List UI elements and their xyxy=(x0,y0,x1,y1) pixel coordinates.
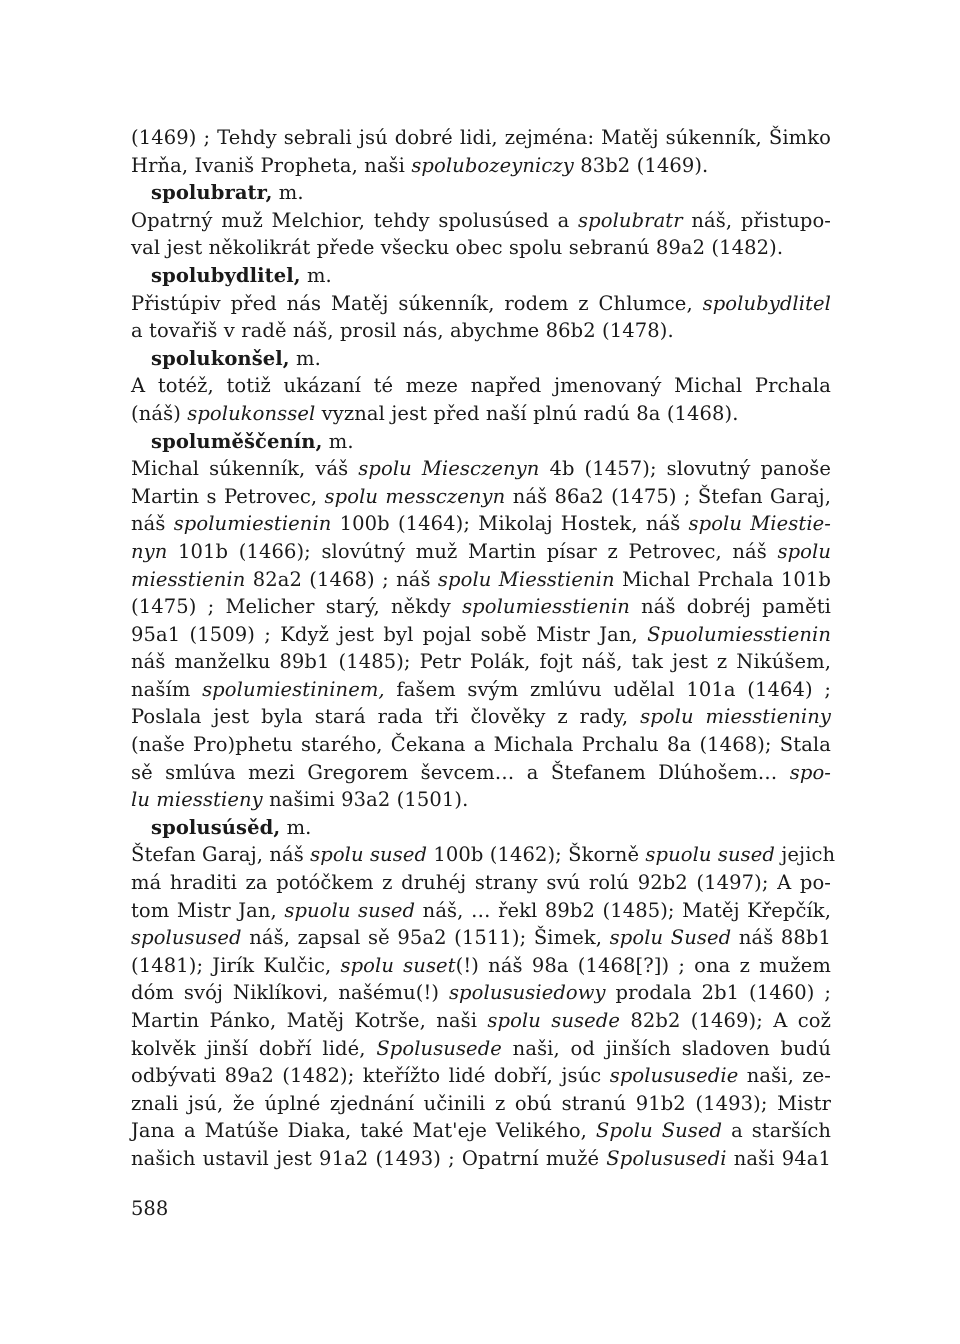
text-segment: a starších xyxy=(722,1119,832,1143)
italic-citation: spolu Miestie- xyxy=(688,512,831,536)
text-line xyxy=(131,566,831,594)
headword-term: spoluměščenín, xyxy=(151,429,323,453)
text-segment: (naše Pro)phetu starého, Čekana a Michala Prchalu 8a (1468); Stala xyxy=(131,733,831,757)
text-line xyxy=(131,1145,831,1173)
italic-citation: Spolususedi xyxy=(606,1146,727,1170)
dictionary-text xyxy=(131,124,836,1173)
text-segment: 101b (1466); slovútný muž Martin písar z Petrovec, náš xyxy=(167,539,778,563)
text-segment: naši, od jinších sladoven budú xyxy=(501,1036,831,1060)
text-segment: našimi 93a2 (1501). xyxy=(262,788,469,812)
text-segment: náš, zapsal sě 95a2 (1511); Šimek, xyxy=(241,926,610,950)
text-line xyxy=(131,979,831,1007)
text-segment: (náš) xyxy=(131,401,188,425)
text-line xyxy=(131,538,831,566)
text-segment: náš, přistupo- xyxy=(682,208,831,232)
text-segment: náš 86a2 (1475) ; Štefan Garaj, xyxy=(505,484,831,508)
text-line xyxy=(131,234,831,262)
italic-citation: spolususiedowy xyxy=(448,981,606,1005)
text-segment: Martin s Petrovec, xyxy=(131,484,325,508)
italic-citation: spolu suset xyxy=(340,953,456,977)
italic-citation: spolumiestininem, xyxy=(202,677,385,701)
text-line xyxy=(131,731,831,759)
text-segment: A totéž, totiž ukázaní té meze napřed jmenovaný Michal Prchala xyxy=(131,374,831,398)
text-segment: našich ustavil jest 91a2 (1493) ; Opatrní mužé xyxy=(131,1146,607,1170)
text-line xyxy=(131,400,831,428)
text-segment: Martin Pánko, Matěj Kotrše, naši xyxy=(131,1009,488,1032)
text-line xyxy=(131,869,831,897)
text-line xyxy=(131,372,831,400)
italic-citation: lu miesstieny xyxy=(131,788,263,812)
text-segment: 100b (1462); Škorně xyxy=(427,843,646,867)
italic-citation: nyn xyxy=(131,539,168,563)
italic-citation: Spuolumiesstienin xyxy=(647,622,831,646)
text-line xyxy=(131,290,831,318)
text-segment: vyznal jest před naší plnú radú 8a (1468). xyxy=(315,401,739,425)
italic-citation: spolu susede xyxy=(487,1009,620,1032)
text-line xyxy=(131,703,831,731)
italic-citation: spolu Sused xyxy=(609,926,732,950)
italic-citation: spolu xyxy=(777,539,831,563)
text-segment: Opatrný muž Melchior, tehdy spolusúsed a xyxy=(131,208,579,232)
text-segment: 83b2 (1469). xyxy=(573,153,709,177)
text-segment: (1469) ; Tehdy sebrali jsú dobré lidi, zejména: Matěj súkenník, Šimko xyxy=(131,126,831,149)
text-segment: naši, ze- xyxy=(738,1064,831,1088)
text-segment: Jana a Matúše Diaka, také Mat'eje Velikého, xyxy=(131,1119,596,1143)
italic-citation: spolukonssel xyxy=(187,401,316,425)
text-segment: Michal Prchala 101b xyxy=(614,567,832,591)
text-line xyxy=(131,841,836,869)
text-segment: Přistúpiv před nás Matěj súkenník, rodem z Chlumce, xyxy=(131,291,703,315)
text-line xyxy=(131,759,831,787)
text-line xyxy=(131,207,831,235)
italic-citation: miesstienin xyxy=(131,567,246,591)
text-segment: dóm svój Niklíkovi, našému(!) xyxy=(131,981,449,1005)
text-segment: 4b (1457); slovutný panoše xyxy=(539,457,831,481)
italic-citation: Spolu Sused xyxy=(595,1119,723,1143)
italic-citation: spolusused xyxy=(131,926,242,950)
text-line xyxy=(131,455,831,483)
text-line xyxy=(131,648,831,676)
headword-line xyxy=(131,428,831,456)
text-line xyxy=(131,1035,831,1063)
text-segment: náš manželku 89b1 (1485); Petr Polák, fojt náš, tak jest z Nikúšem, xyxy=(131,650,831,674)
text-segment: Michal súkenník, váš xyxy=(131,457,359,481)
italic-citation: spolu messczenyn xyxy=(324,484,506,508)
text-segment: tom Mistr Jan, xyxy=(131,898,285,922)
text-segment: (1475) ; Melicher starý, někdy xyxy=(131,595,463,619)
text-segment: 82a2 (1468) ; náš xyxy=(245,567,438,591)
text-segment: (!) náš 98a (1468[?]) ; ona z mužem xyxy=(455,953,831,977)
text-segment: naším xyxy=(131,677,203,701)
headword-gender: m. xyxy=(280,815,312,839)
headword-line xyxy=(131,345,831,373)
text-segment: náš dobréj paměti xyxy=(629,595,831,619)
text-line xyxy=(131,317,831,345)
text-line xyxy=(131,1117,831,1145)
text-segment: náš xyxy=(131,512,174,536)
text-segment: prodala 2b1 (1460) ; xyxy=(605,981,831,1005)
text-line xyxy=(131,510,831,538)
italic-citation: spolubratr xyxy=(578,208,683,232)
text-line xyxy=(131,124,831,152)
headword-gender: m. xyxy=(322,429,354,453)
italic-citation: spolususedie xyxy=(609,1064,739,1088)
headword-line xyxy=(131,262,831,290)
text-line xyxy=(131,483,831,511)
text-segment: 82b2 (1469); A což xyxy=(620,1009,832,1032)
text-segment: odbývati 89a2 (1482); kteřížto lidé dobří, jsúc xyxy=(131,1064,610,1088)
headword-gender: m. xyxy=(289,346,321,370)
italic-citation: spo- xyxy=(789,760,831,784)
text-segment: a tovařiš v radě náš, prosil nás, abychme 86b2 (1478). xyxy=(131,319,674,343)
text-segment: (1481); Jirík Kulčic, xyxy=(131,953,341,977)
italic-citation: spolumiesstienin xyxy=(462,595,630,619)
text-line xyxy=(131,897,831,925)
italic-citation: spuolu sused xyxy=(284,898,416,922)
text-line xyxy=(131,786,831,814)
text-line xyxy=(131,676,831,704)
text-segment: 95a1 (1509) ; Když jest byl pojal sobě Mistr Jan, xyxy=(131,622,648,646)
text-segment: Štefan Garaj, náš xyxy=(131,843,311,867)
italic-citation: spolumiestienin xyxy=(173,512,332,536)
headword-gender: m. xyxy=(272,181,304,205)
headword-line xyxy=(131,814,831,842)
headword-gender: m. xyxy=(300,263,332,287)
italic-citation: spuolu sused xyxy=(645,843,775,867)
page-number: 588 xyxy=(131,1197,169,1220)
text-segment: sě smlúva mezi Gregorem ševcem… a Štefanem Dlúhošem… xyxy=(131,760,790,784)
italic-citation: spolu sused xyxy=(310,843,428,867)
italic-citation: spolu Miesczenyn xyxy=(358,457,540,481)
headword-term: spolukonšel, xyxy=(151,346,290,370)
italic-citation: spolubydlitel xyxy=(702,291,831,315)
text-line xyxy=(131,621,831,649)
text-line xyxy=(131,1090,831,1118)
text-line xyxy=(131,1062,831,1090)
text-segment: náš, … řekl 89b2 (1485); Matěj Křepčík, xyxy=(415,898,832,922)
text-line xyxy=(131,152,831,180)
text-segment: náš 88b1 xyxy=(731,926,831,950)
headword-term: spolubratr, xyxy=(151,181,273,205)
text-segment: Hrňa, Ivaniš Propheta, naši xyxy=(131,153,412,177)
text-segment: val jest několikrát přede všecku obec spolu sebranú 89a2 (1482). xyxy=(131,236,784,260)
text-line xyxy=(131,924,831,952)
text-line xyxy=(131,1007,831,1035)
text-segment: 100b (1464); Mikolaj Hostek, náš xyxy=(331,512,689,536)
text-segment: znali jsú, že úplné zjednání učinili z obú stranú 91b2 (1493); Mistr xyxy=(131,1091,831,1115)
text-segment: má hraditi za potóčkem z druhéj strany svú rolú 92b2 (1497); A po- xyxy=(131,871,831,895)
text-segment: kolvěk jinší dobří lidé, xyxy=(131,1036,377,1060)
italic-citation: spolubozeyniczy xyxy=(411,153,574,177)
text-line xyxy=(131,952,831,980)
italic-citation: spolu miesstieniny xyxy=(640,705,831,729)
headword-term: spolubydlitel, xyxy=(151,263,301,287)
headword-term: spolusúsěd, xyxy=(151,815,281,839)
italic-citation: spolu Miesstienin xyxy=(437,567,615,591)
text-segment: jejich xyxy=(774,843,836,867)
text-segment: fašem svým zmlúvu udělal 101a (1464) ; xyxy=(384,677,831,701)
text-line xyxy=(131,593,831,621)
text-segment: Poslala jest byla stará rada tři člověky z rady, xyxy=(131,705,641,729)
headword-line xyxy=(131,179,831,207)
italic-citation: Spolususede xyxy=(376,1036,502,1060)
text-segment: naši 94a1 xyxy=(726,1146,832,1170)
